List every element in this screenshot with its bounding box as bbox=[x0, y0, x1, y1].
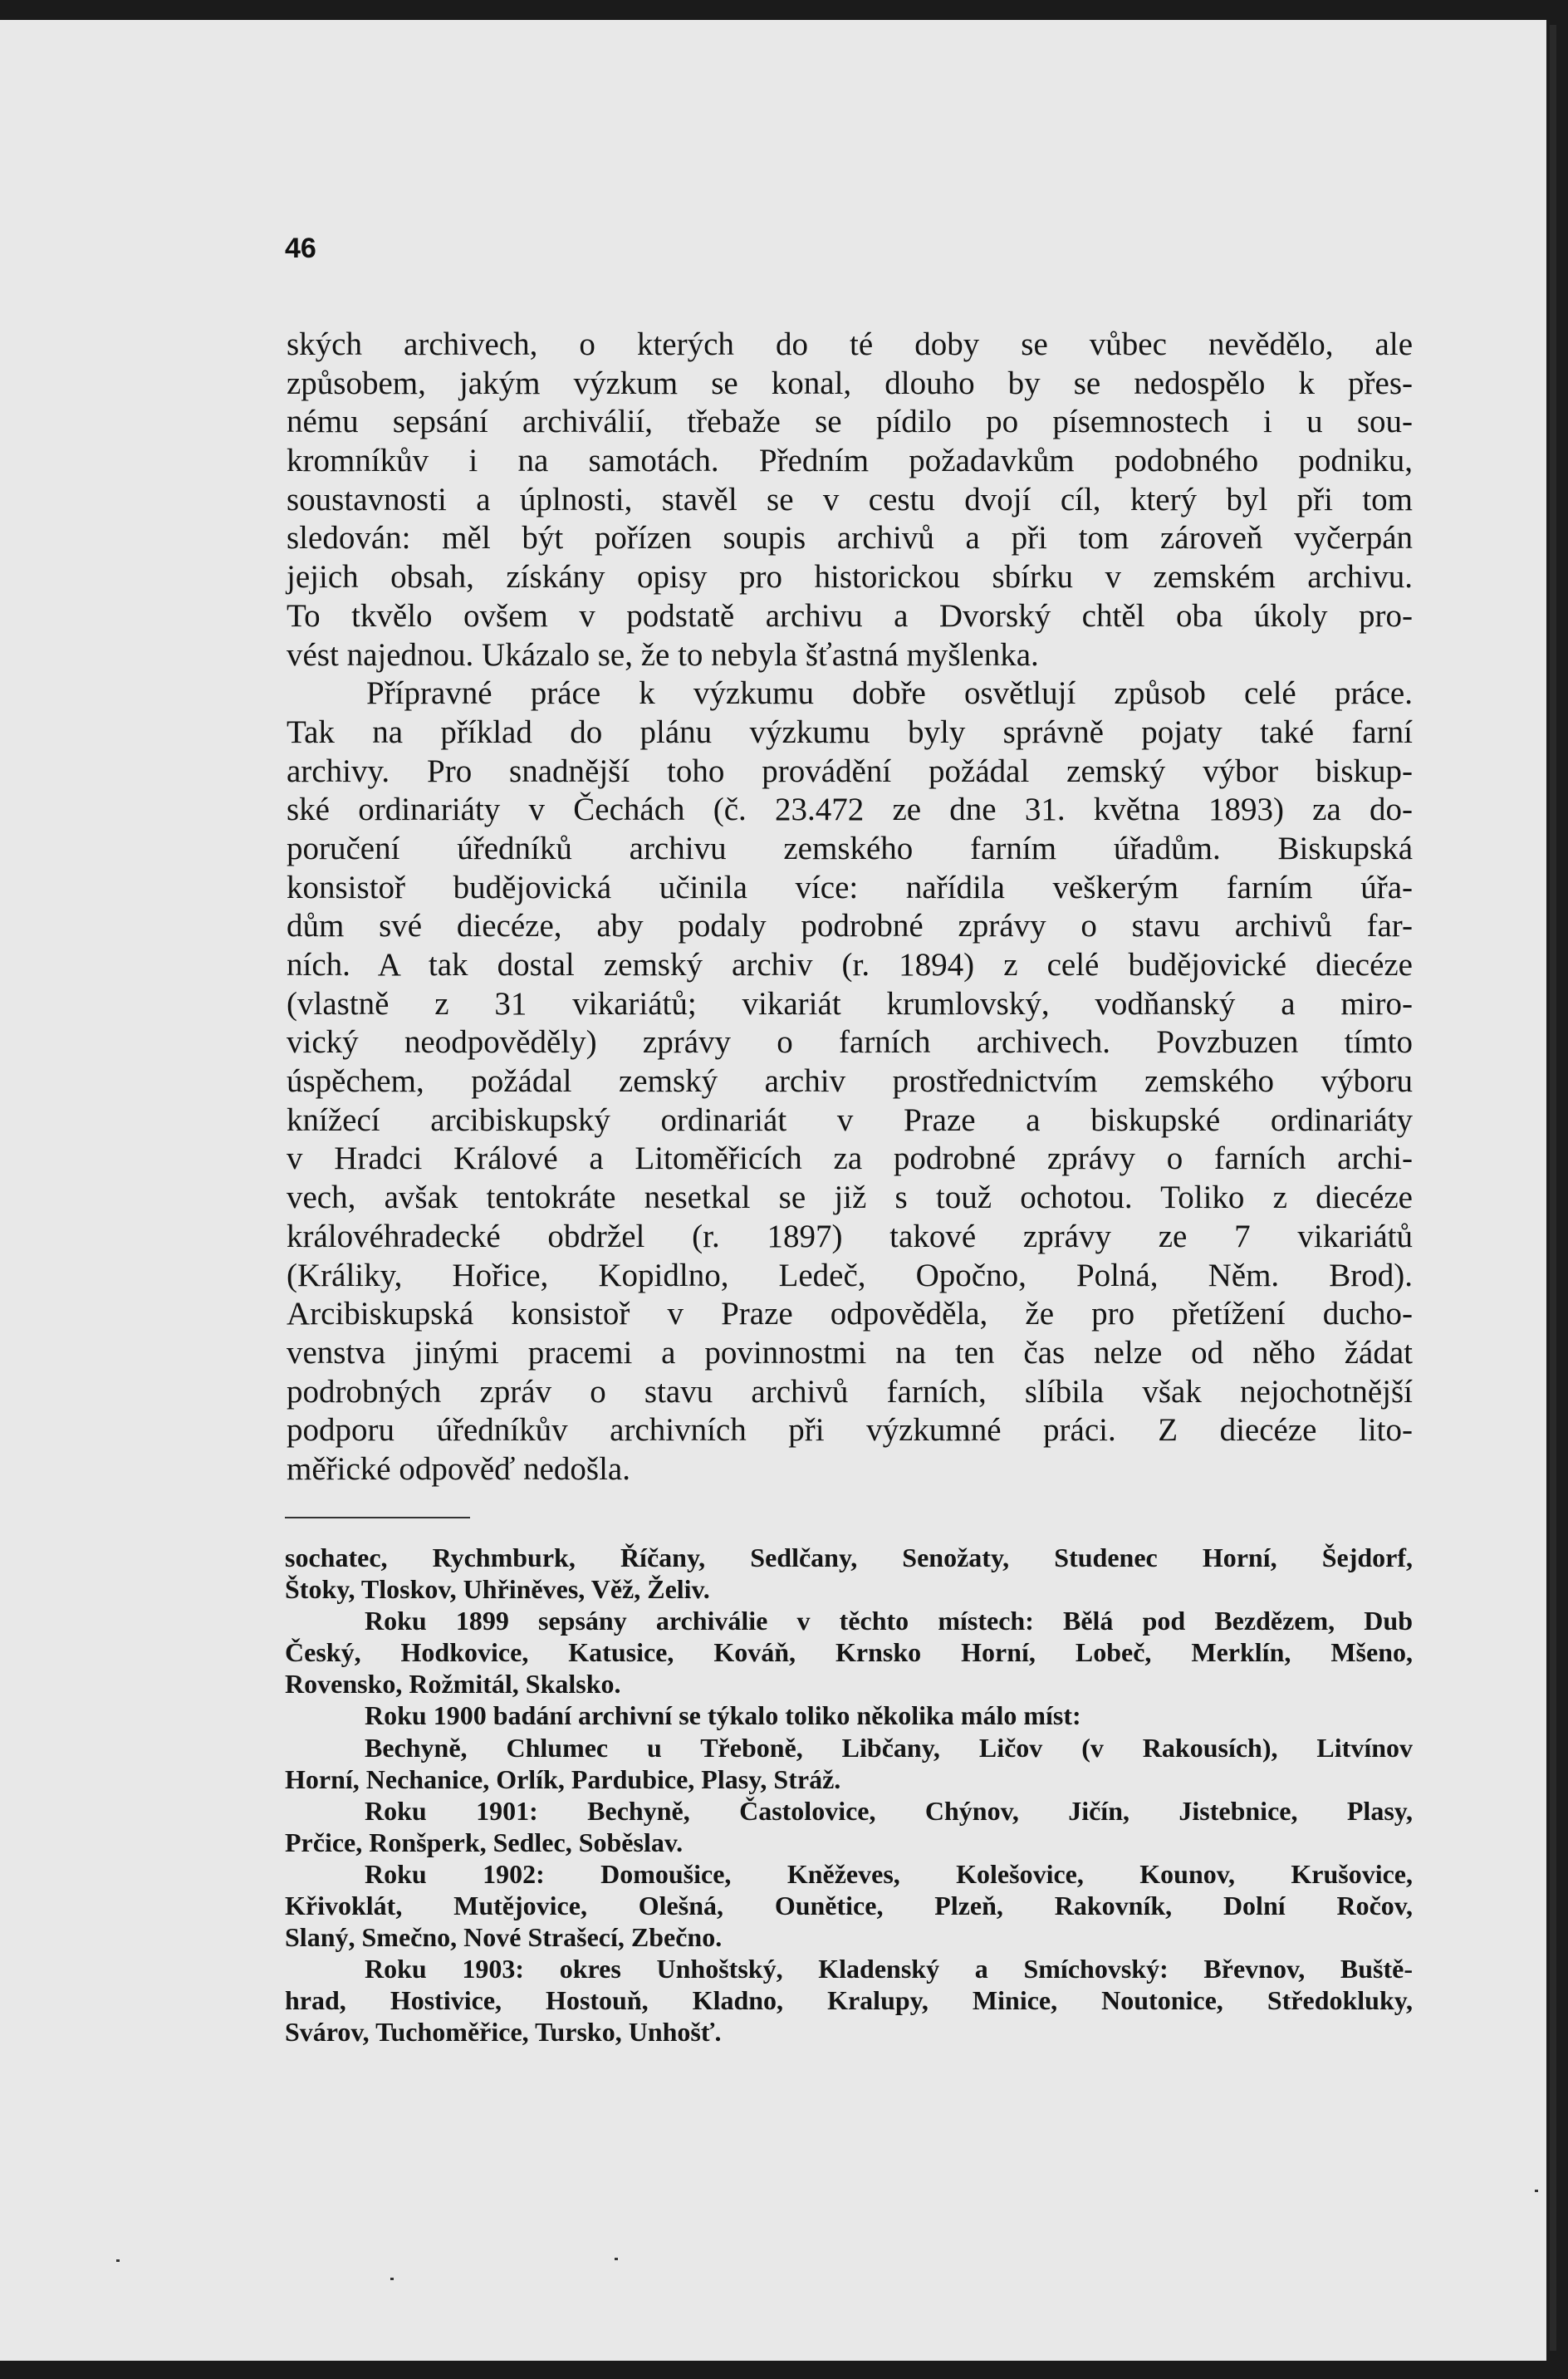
text-line: soustavnosti a úplnosti, stavěl se v cestu dvojí cíl, který byl při tom bbox=[287, 481, 1413, 517]
text-line: Rovensko, Rožmitál, Skalsko. bbox=[285, 1669, 621, 1700]
text-line: královéhradecké obdržel (r. 1897) takové zprávy ze 7 vikariátů bbox=[287, 1218, 1413, 1254]
text-line: ské ordinariáty v Čechách (č. 23.472 ze dne 31. května 1893) za do- bbox=[287, 792, 1413, 828]
text-line: Svárov, Tuchoměřice, Tursko, Unhošť. bbox=[285, 2017, 722, 2048]
text-line: vech, avšak tentokráte nesetkal se již s touž ochotou. Toliko z diecéze bbox=[287, 1180, 1413, 1216]
scan-speck bbox=[1535, 2190, 1538, 2192]
text-line: (vlastně z 31 vikariátů; vikariát krumlovský, vodňanský a miro- bbox=[287, 985, 1413, 1022]
text-line: podrobných zpráv o stavu archivů farních, slíbila však nejochotnější bbox=[287, 1373, 1413, 1410]
text-line: Tak na příklad do plánu výzkumu byly správně pojaty také farní bbox=[287, 714, 1413, 750]
text-line: způsobem, jakým výzkum se konal, dlouho by se nedospělo k přes- bbox=[287, 365, 1413, 401]
text-line: poručení úředníků archivu zemského farním úřadům. Biskupská bbox=[287, 830, 1413, 866]
text-line: v Hradci Králové a Litoměřicích za podrobné zprávy o farních archi- bbox=[287, 1140, 1413, 1177]
text-line: Roku 1902: Domoušice, Kněževes, Kolešovice, Kounov, Krušovice, bbox=[365, 1858, 1413, 1889]
text-line: Bechyně, Chlumec u Třeboně, Libčany, Ličov (v Rakousích), Litvínov bbox=[365, 1732, 1413, 1763]
scan-speck bbox=[116, 2259, 120, 2262]
text-line: Křivoklát, Mutějovice, Olešná, Ounětice, Plzeň, Rakovník, Dolní Ročov, bbox=[285, 1891, 1413, 1921]
text-line: Český, Hodkovice, Katusice, Kováň, Krnsko Horní, Lobeč, Merklín, Mšeno, bbox=[285, 1637, 1413, 1668]
text-line: Prčice, Ronšperk, Sedlec, Soběslav. bbox=[285, 1827, 684, 1857]
text-line: dům své diecéze, aby podaly podrobné zprávy o stavu archivů far- bbox=[287, 908, 1413, 944]
text-line: Slaný, Smečno, Nové Strašecí, Zbečno. bbox=[285, 1922, 723, 1953]
text-line: ských archivech, o kterých do té doby se vůbec nevědělo, ale bbox=[287, 326, 1413, 362]
text-line: úspěchem, požádal zemský archiv prostřednictvím zemského výboru bbox=[287, 1063, 1413, 1100]
text-line: kromníkův i na samotách. Předním požadavkům podobného podniku, bbox=[287, 443, 1413, 479]
text-line: Roku 1900 badání archivní se týkalo toliko několika málo míst: bbox=[365, 1700, 1081, 1731]
text-line: konsistoř budějovická učinila více: nařídila veškerým farním úřa- bbox=[287, 869, 1413, 905]
text-line: To tkvělo ovšem v podstatě archivu a Dvorský chtěl oba úkoly pro- bbox=[287, 597, 1413, 634]
text-line: venstva jinými pracemi a povinnostmi na ten čas nelze od něho žádat bbox=[287, 1334, 1413, 1371]
page-number: 46 bbox=[285, 233, 316, 264]
text-line: Roku 1903: okres Unhoštský, Kladenský a Smíchovský: Břevnov, Buště- bbox=[365, 1954, 1413, 1984]
text-line: Štoky, Tloskov, Uhřiněves, Věž, Želiv. bbox=[285, 1574, 710, 1605]
text-line: knížecí arcibiskupský ordinariát v Praze a biskupské ordinariáty bbox=[287, 1101, 1413, 1138]
text-line: archivy. Pro snadnější toho provádění požádal zemský výbor biskup- bbox=[287, 753, 1413, 789]
footnote-separator bbox=[285, 1517, 470, 1518]
main-text bbox=[287, 326, 1413, 1489]
text-line: (Králiky, Hořice, Kopidlno, Ledeč, Opočno, Polná, Něm. Brod). bbox=[287, 1257, 1413, 1293]
text-line: vický neodpověděly) zprávy o farních archivech. Povzbuzen tímto bbox=[287, 1024, 1413, 1061]
text-line: Horní, Nechanice, Orlík, Pardubice, Plasy, Stráž. bbox=[285, 1763, 841, 1794]
page-edge-shadow bbox=[1550, 25, 1556, 2351]
text-line: Přípravné práce k výzkumu dobře osvětlují způsob celé práce. bbox=[366, 675, 1413, 712]
text-line: vést najednou. Ukázalo se, že to nebyla šťastná myšlenka. bbox=[287, 636, 1039, 673]
scan-speck bbox=[615, 2258, 618, 2260]
text-line: sochatec, Rychmburk, Říčany, Sedlčany, Senožaty, Studenec Horní, Šejdorf, bbox=[285, 1543, 1413, 1572]
text-line: sledován: měl být pořízen soupis archivů a při tom zároveň vyčerpán bbox=[287, 520, 1413, 557]
text-line: jejich obsah, získány opisy pro historickou sbírku v zemském archivu. bbox=[287, 559, 1413, 596]
text-line: Roku 1899 sepsány archiválie v těchto místech: Bělá pod Bezdězem, Dub bbox=[365, 1606, 1413, 1636]
text-line: ních. A tak dostal zemský archiv (r. 1894) z celé budějovické diecéze bbox=[287, 947, 1413, 983]
text-line: Arcibiskupská konsistoř v Praze odpověděla, že pro přetížení ducho- bbox=[287, 1296, 1413, 1332]
text-line: Roku 1901: Bechyně, Častolovice, Chýnov, Jičín, Jistebnice, Plasy, bbox=[365, 1795, 1413, 1826]
footnotes bbox=[285, 1542, 1413, 2048]
scan-speck bbox=[390, 2278, 394, 2280]
text-line: podporu úředníkův archivních při výzkumné práci. Z diecéze lito- bbox=[287, 1412, 1413, 1449]
text-line: hrad, Hostivice, Hostouň, Kladno, Kralupy, Minice, Noutonice, Středokluky, bbox=[285, 1985, 1413, 2016]
text-line: měřické odpověď nedošla. bbox=[287, 1450, 630, 1487]
text-line: nému sepsání archiválií, třebaže se pídilo po písemnostech i u sou- bbox=[287, 404, 1413, 440]
